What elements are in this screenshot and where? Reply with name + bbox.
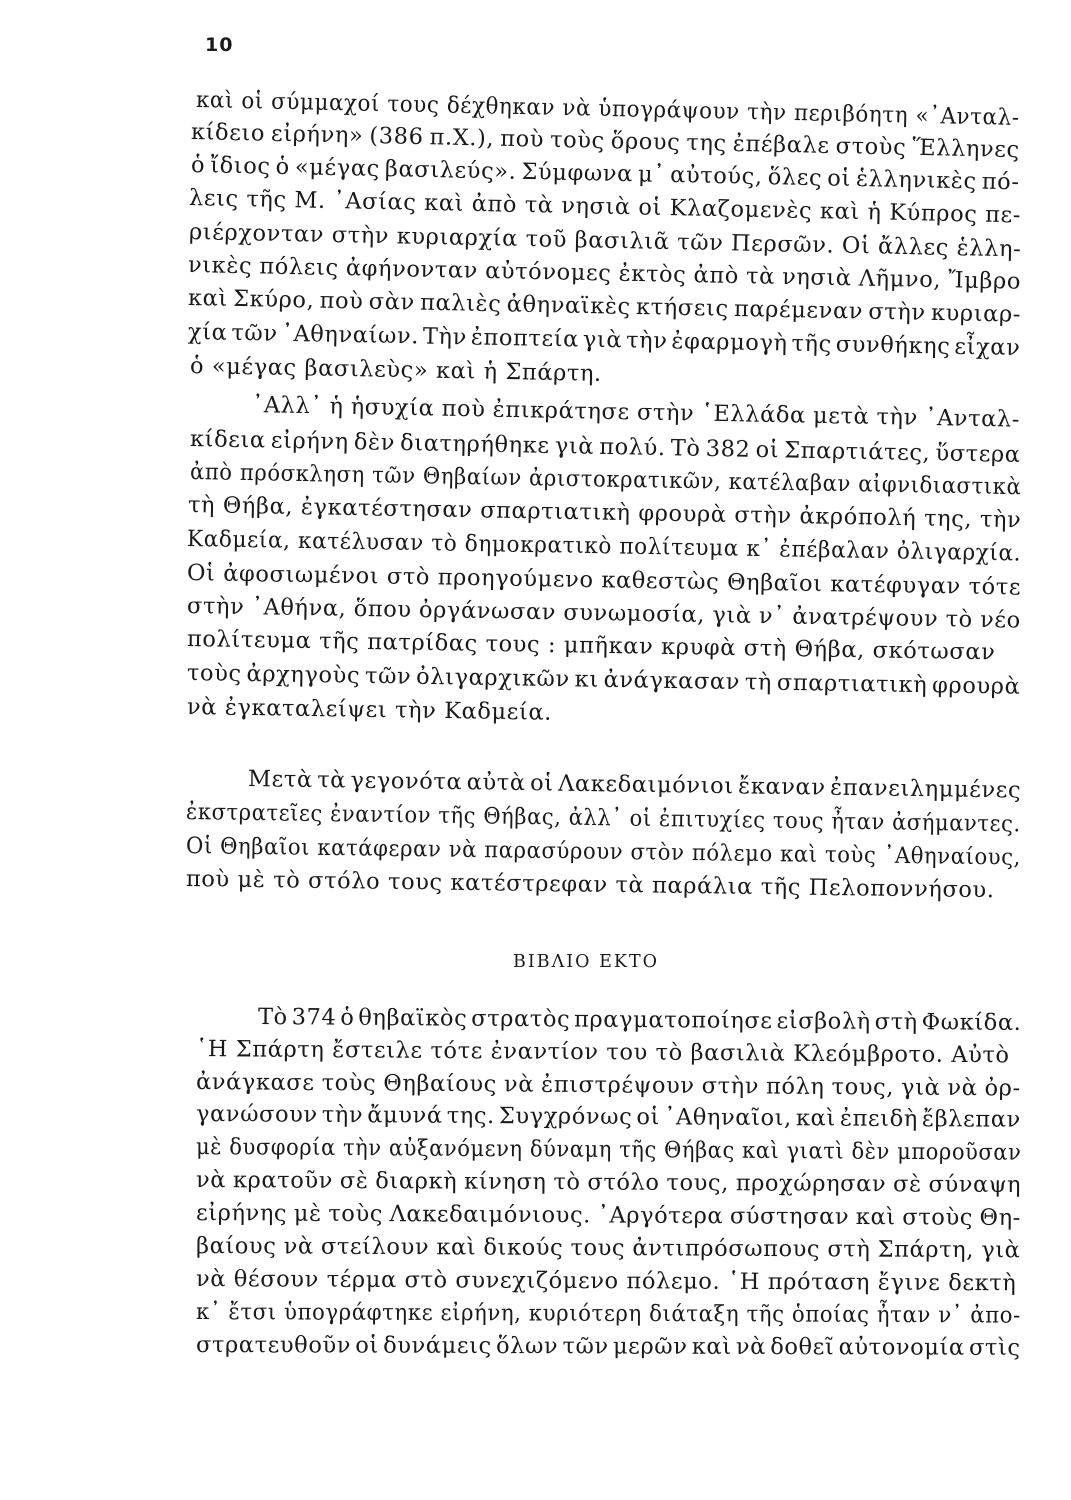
- text-line: ἀπὸ πρόσκληση τῶν Θηβαίων ἀριστοκρατικῶν, κατέλαβαν αἰφνιδιαστικὰ: [189, 459, 1022, 501]
- text-line: ἐκστρατεῖες ἐναντίον τῆς Θήβας, ἀλλ᾿ οἱ ἐπιτυχίες τους ἦταν ἀσήμαντες.: [185, 799, 1021, 838]
- text-line: ᾿Αλλ᾿ ἡ ἡσυχία ποὺ ἐπικράτησε στὴν ῾Ελλάδα μετὰ τὴν ᾿Ανταλ-: [251, 392, 1021, 433]
- text-line: λεις τῆς Μ. ᾿Ασίας καὶ ἀπὸ τὰ νησιὰ οἱ Κλαζομενὲς καὶ ἡ Κύπρος πε-: [188, 185, 1022, 229]
- text-line: καὶ Σκύρο, ποὺ σὰν παλιὲς ἀθηναϊκὲς κτήσεις παρέμεναν στὴν κυριαρ-: [187, 285, 1022, 328]
- text-line: τὴ Θήβα, ἐγκατέστησαν σπαρτιατικὴ φρουρὰ στὴν ἀκρόπολή της, τὴν: [187, 492, 1022, 534]
- text-line: γανώσουν τὴν ἄμυνά της. Συγχρόνως οἱ ᾿Αθηναῖοι, καὶ ἐπειδὴ ἔβλεπαν: [195, 1101, 1021, 1133]
- text-line: ριέρχονταν στὴν κυριαρχία τοῦ βασιλιᾶ τῶν Περσῶν. Οἱ ἄλλες ἑλλη-: [188, 219, 1022, 263]
- text-line: στὴν ᾿Αθήνα, ὅπου ὀργάνωσαν συνωμοσία, γιὰ ν᾿ ἀνατρέψουν τὸ νέο: [186, 593, 1021, 634]
- text-line: στρατευθοῦν οἱ δυνάμεις ὅλων τῶν μερῶν καὶ νὰ δοθεῖ αὐτονομία στὶς: [195, 1332, 1021, 1361]
- text-line: βαίους νὰ στείλουν καὶ δικούς τους ἀντιπρόσωπους στὴ Σπάρτη, γιὰ: [195, 1233, 1021, 1264]
- text-line: κίδεια εἰρήνη δὲν διατηρήθηκε γιὰ πολύ. Τὸ 382 οἱ Σπαρτιάτες, ὕστερα: [189, 426, 1021, 468]
- text-line: ὁ «μέγας βασιλεὺς» καὶ ἡ Σπάρτη.: [189, 353, 603, 387]
- text-line: μὲ δυσφορία τὴν αὐξανόμενη δύναμη τῆς Θήβας καὶ γιατὶ δὲν μποροῦσαν: [195, 1134, 1022, 1166]
- text-line: Μετὰ τὰ γεγονότα αὐτὰ οἱ Λακεδαιμόνιοι ἔκαναν ἐπανειλημμένες: [247, 766, 1022, 804]
- text-line: τοὺς ἀρχηγοὺς τῶν ὀλιγαρχικῶν κι ἀνάγκασαν τὴ σπαρτιατικὴ φρουρὰ: [186, 660, 1021, 700]
- text-line: Οἱ Θηβαῖοι κατάφεραν νὰ παρασύρουν στὸν πόλεμο καὶ τοὺς ᾿Αθηναίους,: [185, 833, 1022, 871]
- text-line: εἰρήνης μὲ τοὺς Λακεδαιμόνιους. ᾿Αργότερα σύστησαν καὶ στοὺς Θη-: [195, 1200, 1022, 1232]
- text-line: κίδειο εἰρήνη» (386 π.Χ.), ποὺ τοὺς ὅρους της ἐπέβαλε στοὺς Ἕλληνες: [190, 119, 1021, 164]
- text-line: καὶ οἱ σύμμαχοί τους δέχθηκαν νὰ ὑπογράψουν τὴν περιβόητη «᾿Ανταλ-: [195, 87, 1020, 131]
- text-line: ῾Η Σπάρτη ἔστειλε τότε ἐναντίον του τὸ βασιλιὰ Κλεόμβροτο. Αὐτὸ: [195, 1036, 1010, 1069]
- section-heading: ΒΙΒΛΙΟ ΕΚΤΟ: [513, 952, 659, 972]
- text-line: πολίτευμα τῆς πατρίδας τους : μπῆκαν κρυφὰ στὴ Θήβα, σκότωσαν: [186, 626, 996, 666]
- text-line: Οἱ ἀφοσιωμένοι στὸ προηγούμενο καθεστὼς Θηβαῖοι κατέφυγαν τότε: [186, 560, 1022, 601]
- text-line: νὰ ἐγκαταλείψει τὴν Καδμεία.: [186, 694, 553, 726]
- page-number: 10: [205, 34, 234, 56]
- text-line: νικὲς πόλεις ἀφήνονταν αὐτόνομες ἐκτὸς ἀπὸ τὰ νησιὰ Λῆμνο, Ἴμβρο: [187, 252, 1022, 295]
- text-line: χία τῶν ᾿Αθηναίων. Τὴν ἐποπτεία γιὰ τὴν ἐφαρμογὴ τῆς συνθήκης εἶχαν: [187, 319, 1021, 361]
- text-line: ἀνάγκασε τοὺς Θηβαίους νὰ ἐπιστρέψουν στὴν πόλη τους, γιὰ νὰ ὀρ-: [195, 1069, 1021, 1102]
- text-line: κ᾿ ἔτσι ὑπογράφτηκε εἰρήνη, κυριότερη διάταξη τῆς ὁποίας ἦταν ν᾿ ἀπο-: [195, 1299, 1021, 1329]
- text-line: ὁ ἴδιος ὁ «μέγας βασιλεύς». Σύμφωνα μ᾿ αὐτούς, ὅλες οἱ ἑλληνικὲς πό-: [190, 152, 1020, 196]
- text-line: Τὸ 374 ὁ θηβαϊκὸς στρατὸς πραγματοποίησε εἰσβολὴ στὴ Φωκίδα.: [257, 1004, 1022, 1036]
- text-line: νὰ κρατοῦν σὲ διαρκὴ κίνηση τὸ στόλο τους, προχώρησαν σὲ σύναψη: [195, 1167, 1022, 1199]
- text-line: Καδμεία, κατέλυσαν τὸ δημοκρατικὸ πολίτευμα κ᾿ ἐπέβαλαν ὀλιγαρχία.: [186, 526, 1022, 567]
- text-line: νὰ θέσουν τέρμα στὸ συνεχιζόμενο πόλεμο. ῾Η πρόταση ἔγινε δεκτὴ: [195, 1266, 1017, 1297]
- text-line: ποὺ μὲ τὸ στόλο τους κατέστρεφαν τὰ παράλια τῆς Πελοποννήσου.: [185, 866, 995, 904]
